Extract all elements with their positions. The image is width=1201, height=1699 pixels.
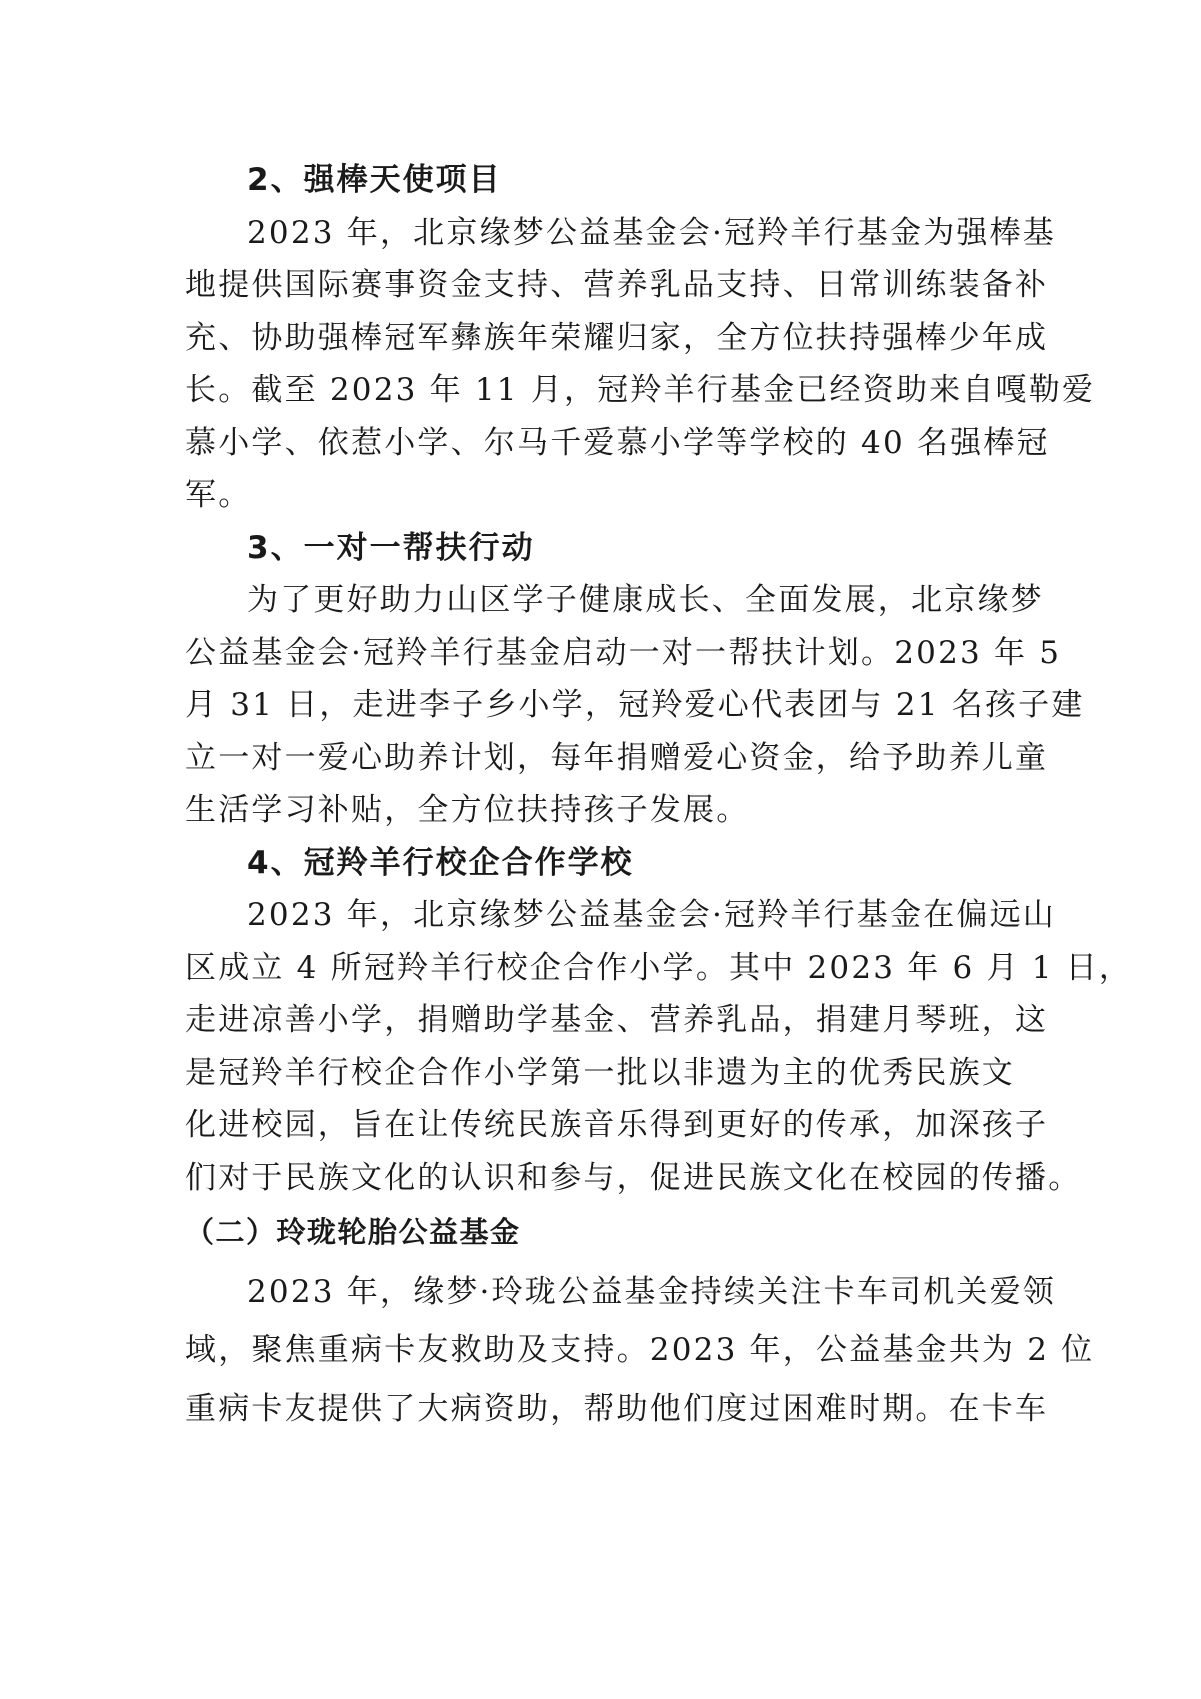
paragraph-line: 2023 年，缘梦·玲珑公益基金持续关注卡车司机关爱领 bbox=[247, 1274, 1056, 1310]
paragraph-line: 2023 年，北京缘梦公益基金会·冠羚羊行基金在偏远山 bbox=[247, 897, 1056, 933]
paragraph-line: 为了更好助力山区学子健康成长、全面发展，北京缘梦 bbox=[247, 582, 1044, 618]
paragraph-line: 慕小学、依惹小学、尔马千爱慕小学等学校的 40 名强棒冠 bbox=[185, 425, 1050, 461]
part-two-heading: （二）玲珑轮胎公益基金 bbox=[185, 1215, 521, 1249]
paragraph-line: 充、协助强棒冠军彝族年荣耀归家，全方位扶持强棒少年成 bbox=[185, 320, 1049, 356]
paragraph-line: 是冠羚羊行校企合作小学第一批以非遗为主的优秀民族文 bbox=[185, 1055, 1015, 1091]
paragraph-line: 公益基金会·冠羚羊行基金启动一对一帮扶计划。2023 年 5 bbox=[185, 635, 1062, 671]
paragraph-line: 生活学习补贴，全方位扶持孩子发展。 bbox=[185, 792, 750, 828]
paragraph-line: 2023 年，北京缘梦公益基金会·冠羚羊行基金为强棒基 bbox=[247, 215, 1056, 251]
section-2-heading: 2、强棒天使项目 bbox=[247, 162, 502, 198]
paragraph-line: 月 31 日，走进李子乡小学，冠羚爱心代表团与 21 名孩子建 bbox=[185, 687, 1085, 723]
section-4-heading: 4、冠羚羊行校企合作学校 bbox=[247, 845, 634, 881]
section-3-heading: 3、一对一帮扶行动 bbox=[247, 530, 535, 566]
paragraph-line: 走进凉善小学，捐赠助学基金、营养乳品，捐建月琴班，这 bbox=[185, 1002, 1049, 1038]
paragraph-line: 地提供国际赛事资金支持、营养乳品支持、日常训练装备补 bbox=[185, 267, 1049, 303]
paragraph-line: 重病卡友提供了大病资助，帮助他们度过困难时期。在卡车 bbox=[185, 1391, 1049, 1427]
paragraph-line: 们对于民族文化的认识和参与，促进民族文化在校园的传播。 bbox=[185, 1160, 1082, 1196]
paragraph-line: 域，聚焦重病卡友救助及支持。2023 年，公益基金共为 2 位 bbox=[185, 1332, 1095, 1368]
paragraph-line: 化进校园，旨在让传统民族音乐得到更好的传承，加深孩子 bbox=[185, 1107, 1049, 1143]
paragraph-line: 立一对一爱心助养计划，每年捐赠爱心资金，给予助养儿童 bbox=[185, 740, 1049, 776]
paragraph-line: 军。 bbox=[185, 477, 252, 513]
paragraph-line: 区成立 4 所冠羚羊行校企合作小学。其中 2023 年 6 月 1 日， bbox=[185, 950, 1133, 986]
paragraph-line: 长。截至 2023 年 11 月，冠羚羊行基金已经资助来自嘎勒爱 bbox=[185, 372, 1096, 408]
